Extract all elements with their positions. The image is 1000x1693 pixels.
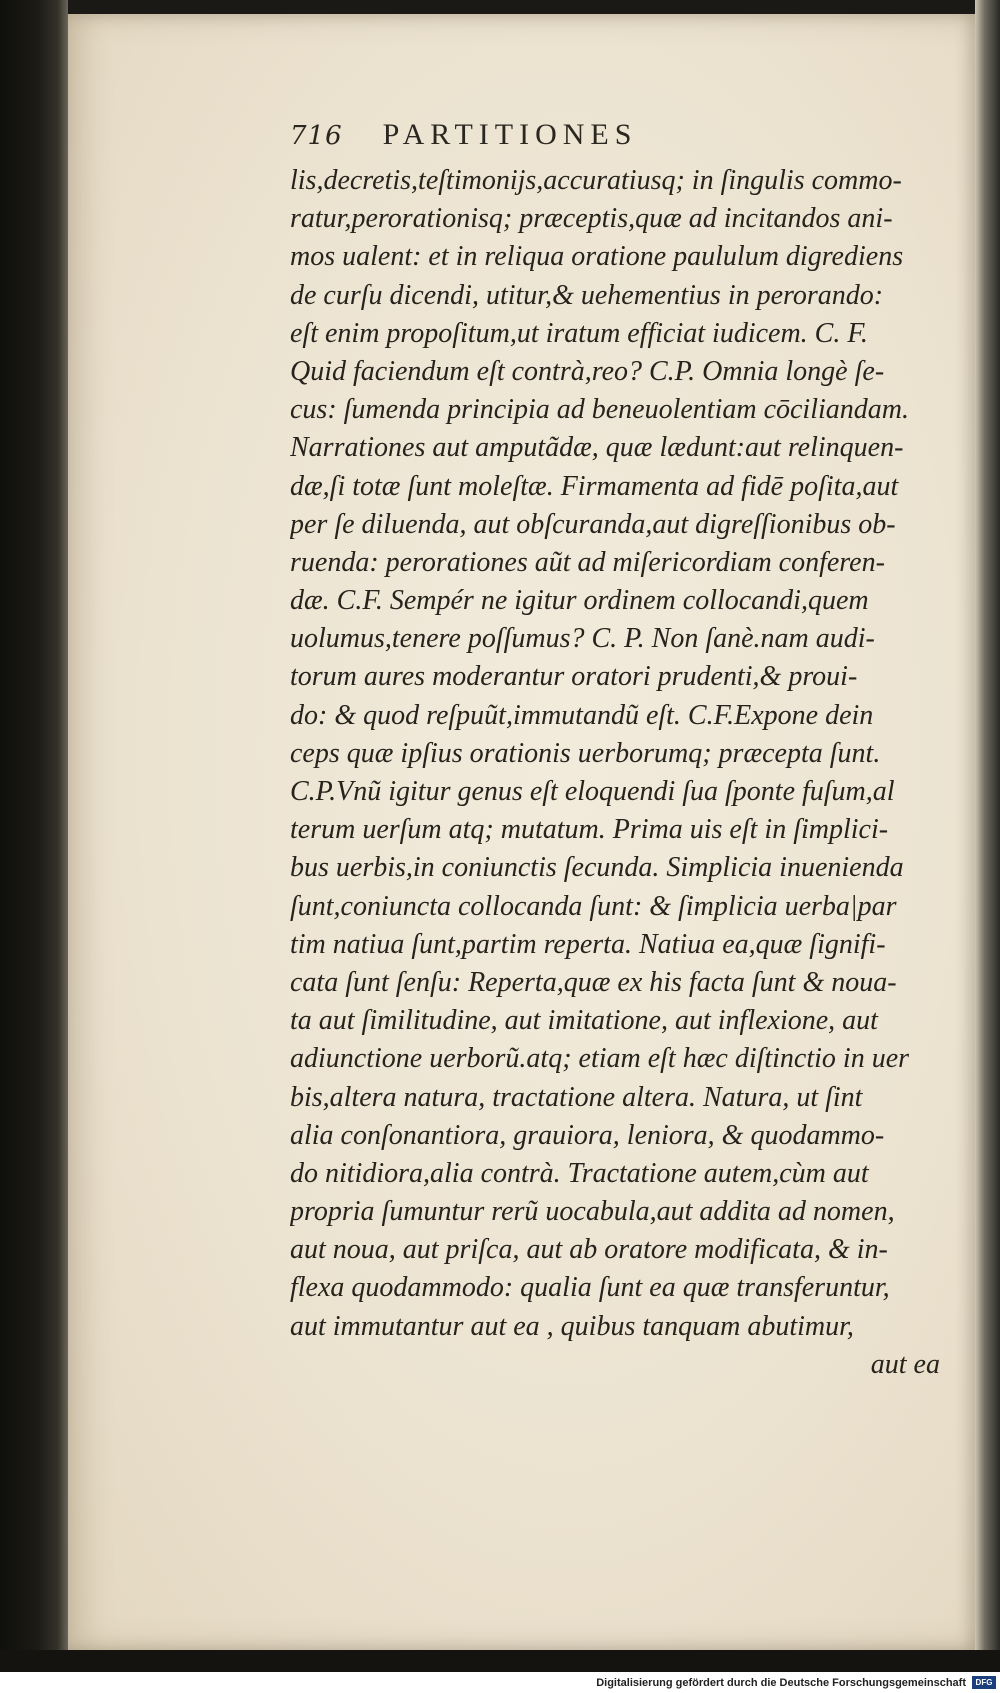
- text-line: lis,decretis,teſtimonijs,accuratiusq; in ſingulis commo-: [290, 165, 902, 196]
- text-line: ratur,perorationisq; præceptis,quæ ad incitandos ani-: [290, 203, 893, 235]
- text-line: tim natiua ſunt,partim reperta. Natiua ea,quæ ſignifi-: [290, 928, 886, 960]
- text-line: eſt enim propoſitum,ut iratum efficiat iudicem. C. F.: [290, 317, 868, 349]
- text-line: flexa quodammodo: qualia ſunt ea quæ transferuntur,: [290, 1272, 890, 1304]
- body-text: [290, 162, 950, 1384]
- footer-credit: Digitalisierung gefördert durch die Deutsche Forschungsgemeinschaft: [596, 1676, 966, 1689]
- catchword: aut ea: [870, 1348, 940, 1380]
- text-line: aut immutantur aut ea , quibus tanquam abutimur,: [290, 1310, 854, 1342]
- text-line: ta aut ſimilitudine, aut imitatione, aut inflexione, aut: [290, 1005, 878, 1037]
- text-line: terum uerſum atq; mutatum. Prima uis eſt in ſimplici-: [290, 814, 889, 846]
- text-line: uolumus,tenere poſſumus? C. P. Non ſanè.nam audi-: [290, 623, 875, 655]
- page-number: 716: [290, 121, 343, 151]
- text-line: per ſe diluenda, aut obſcuranda,aut digreſſionibus ob-: [290, 508, 896, 540]
- text-line: propria ſumuntur rerũ uocabula,aut addita ad nomen,: [290, 1196, 895, 1228]
- text-line: Narrationes aut amputãdæ, quæ lædunt:aut relinquen-: [290, 432, 904, 464]
- running-head: [290, 118, 850, 158]
- binding-edge-bottom: [0, 1650, 1000, 1672]
- text-line: adiunctione uerborũ.atq; etiam eſt hæc diſtinctio in uer: [290, 1043, 910, 1075]
- text-line: torum aures moderantur oratori prudenti,& proui-: [290, 661, 858, 693]
- binding-edge-top: [0, 0, 1000, 14]
- text-line: dæ. C.F. Sempér ne igitur ordinem collocandi,quem: [290, 585, 869, 617]
- binding-edge-right: [975, 0, 1000, 1660]
- text-line: do nitidiora,alia contrà. Tractatione autem,cùm aut: [290, 1157, 869, 1189]
- text-line: alia conſonantiora, grauiora, leniora, & quodammo-: [290, 1119, 885, 1151]
- text-line: de curſu dicendi, utitur,& uehementius in perorando:: [290, 279, 884, 311]
- text-line: bis,altera natura, tractatione altera. Natura, ut ſint: [290, 1081, 863, 1113]
- digitization-footer: [0, 1672, 1000, 1693]
- text-line: bus uerbis,in coniunctis ſecunda. Simplicia inuenienda: [290, 852, 904, 884]
- text-line: ruenda: perorationes aũt ad miſericordiam conferen-: [290, 546, 885, 578]
- text-line: ceps quæ ipſius orationis uerborumq; præcepta ſunt.: [290, 737, 881, 769]
- text-line: do: & quod reſpuũt,immutandũ eſt. C.F.Expone dein: [290, 699, 874, 731]
- text-line: mos ualent: et in reliqua oratione paululum digrediens: [290, 241, 904, 273]
- text-line: aut noua, aut priſca, aut ab oratore modificata, & in-: [290, 1234, 888, 1266]
- binding-edge-left: [0, 0, 68, 1660]
- dfg-logo: DFG: [972, 1676, 996, 1689]
- text-line: ſunt,coniuncta collocanda ſunt: & ſimplicia uerba|par: [290, 890, 897, 922]
- text-line: cus: ſumenda principia ad beneuolentiam cōciliandam.: [290, 394, 909, 426]
- text-line: cata ſunt ſenſu: Reperta,quæ ex his facta ſunt & noua-: [290, 966, 897, 998]
- text-line: dæ,ſi totæ ſunt moleſtæ. Firmamenta ad fidē poſita,aut: [290, 470, 899, 502]
- text-line: Quid faciendum eſt contrà,reo? C.P. Omnia longè ſe-: [290, 355, 885, 387]
- text-line: C.P.Vnũ igitur genus eſt eloquendi ſua ſponte fuſum,al: [290, 776, 895, 807]
- running-title: PARTITIONES: [382, 118, 638, 151]
